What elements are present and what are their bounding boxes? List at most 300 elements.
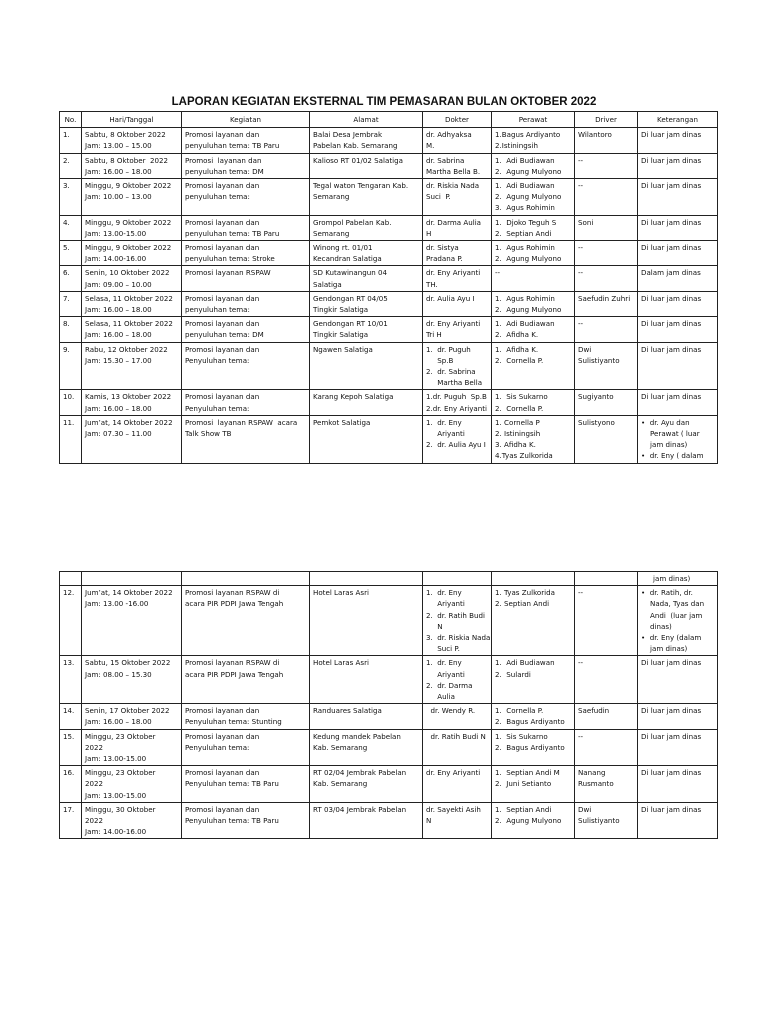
cell-address: [310, 128, 423, 153]
text-line: 1. Adi Budiawan: [495, 155, 555, 165]
text-line: Sabtu, 15 Oktober 2022: [85, 658, 171, 668]
cell-activity: [182, 415, 310, 463]
text-line: penyuluhan tema: Stroke: [185, 254, 275, 264]
text-line: Promosi layanan dan: [185, 392, 260, 402]
text-line: Promosi layanan dan: [185, 130, 260, 140]
cell-address: [310, 342, 423, 390]
text-line: Jam: 13.00-15.00: [85, 228, 147, 238]
cell-date: [82, 342, 182, 390]
text-line: Dwi: [578, 804, 592, 814]
cell-driver: [575, 656, 638, 704]
table-row: [60, 802, 718, 839]
text-line: acara PIR PDPI Jawa Tengah: [185, 599, 284, 609]
text-line: Senin, 10 Oktober 2022: [85, 268, 170, 278]
text-line: 2022: [85, 779, 104, 789]
table-row: [60, 317, 718, 342]
text-line: 2. Juni Setianto: [495, 779, 552, 789]
text-line: Minggu, 9 Oktober 2022: [85, 243, 172, 253]
cell-notes: [638, 802, 718, 839]
text-line: Di luar jam dinas: [641, 319, 702, 329]
text-line: dr. Sabrina: [426, 155, 465, 165]
text-line: 3. dr. Riskia Nada: [426, 633, 491, 643]
text-line: dinas): [641, 621, 672, 631]
text-line: 2. dr. Darma: [426, 680, 473, 690]
text-line: Promosi layanan RSPAW di: [185, 588, 280, 598]
cell-driver: [575, 802, 638, 839]
text-line: Jam: 10.00 – 13.00: [85, 192, 152, 202]
text-line: 1. Agus Rohimin: [495, 243, 555, 253]
header-driver: Driver: [575, 112, 638, 128]
text-line: dr. Sayekti Asih: [426, 804, 481, 814]
text-line: Winong rt. 01/01: [313, 243, 373, 253]
text-line: Dwi: [578, 344, 592, 354]
cell-no: 9.: [60, 342, 82, 390]
text-line: Salatiga: [313, 279, 342, 289]
text-line: Andi (luar jam: [641, 610, 703, 620]
cell-notes: [638, 179, 718, 216]
cell-doctor: [423, 729, 492, 766]
text-line: 1. Adi Budiawan: [495, 181, 555, 191]
text-line: • dr. Eny (dalam: [641, 633, 702, 643]
text-line: Nada, Tyas dan: [641, 599, 705, 609]
cell-address: [310, 656, 423, 704]
cell-activity: [182, 179, 310, 216]
text-line: Minggu, 9 Oktober 2022: [85, 217, 172, 227]
text-line: Jum’at, 14 Oktober 2022: [85, 417, 173, 427]
cell-activity: [182, 704, 310, 729]
text-line: 2. Istiningsih: [495, 429, 541, 439]
text-line: Tingkir Salatiga: [313, 305, 369, 315]
text-line: 1. Djoko Teguh S: [495, 217, 557, 227]
text-line: Promosi layanan RSPAW: [185, 268, 271, 278]
text-line: Sulistiyanto: [578, 816, 620, 826]
text-line: Nanang: [578, 768, 606, 778]
cell-driver: [575, 291, 638, 316]
cell-date: [82, 179, 182, 216]
cell-address: [310, 390, 423, 415]
cell-doctor: [423, 215, 492, 240]
cell-doctor: [423, 128, 492, 153]
cell-activity: [182, 266, 310, 291]
text-line: • dr. Eny ( dalam: [641, 451, 704, 461]
cell-no: 5.: [60, 241, 82, 266]
header-notes: Keterangan: [638, 112, 718, 128]
text-line: 1. Cornella P.: [495, 706, 544, 716]
text-line: Penyuluhan tema:: [185, 742, 250, 752]
text-line: M.: [426, 141, 435, 151]
cell-address: [310, 729, 423, 766]
cell-nurse: [492, 291, 575, 316]
header-activity: Kegiatan: [182, 112, 310, 128]
cell-no: 12.: [60, 586, 82, 656]
text-line: 1. Septian Andi: [495, 804, 552, 814]
text-line: Promosi layanan dan: [185, 706, 260, 716]
text-line: 1. Cornella P: [495, 417, 540, 427]
cell-date: [82, 241, 182, 266]
text-line: dr. Sistya: [426, 243, 459, 253]
text-line: acara PIR PDPI Jawa Tengah: [185, 669, 284, 679]
cell-no: 13.: [60, 656, 82, 704]
cell-date: [82, 390, 182, 415]
cell-no: 8.: [60, 317, 82, 342]
header-date: Hari/Tanggal: [82, 112, 182, 128]
text-line: Jam: 13.00 -16.00: [85, 599, 149, 609]
cell-driver: [575, 266, 638, 291]
text-line: Grompol Pabelan Kab.: [313, 217, 392, 227]
text-line: Martha Bella: [426, 378, 483, 388]
text-line: • dr. Ratih, dr.: [641, 588, 693, 598]
text-line: Sugiyanto: [578, 392, 614, 402]
cell-address: [310, 153, 423, 178]
text-line: penyuluhan tema: DM: [185, 330, 264, 340]
table-row: [60, 704, 718, 729]
continuation-row: [60, 572, 718, 586]
cell-date: [82, 415, 182, 463]
text-line: Kab. Semarang: [313, 742, 368, 752]
text-line: 1.Bagus Ardiyanto: [495, 130, 561, 140]
text-line: Soni: [578, 217, 594, 227]
cell-doctor: [423, 342, 492, 390]
text-line: Di luar jam dinas: [641, 804, 702, 814]
cell-notes: [638, 342, 718, 390]
table-row: [60, 586, 718, 656]
text-line: Saefudin: [578, 706, 610, 716]
text-line: 1.dr. Puguh Sp.B: [426, 392, 487, 402]
text-line: 1. dr. Eny: [426, 658, 462, 668]
cell-doctor: [423, 241, 492, 266]
cell-nurse: [492, 766, 575, 803]
text-line: Jam: 16.00 – 18.00: [85, 330, 152, 340]
text-line: Sabtu, 8 Oktober 2022: [85, 130, 166, 140]
cell-activity: [182, 656, 310, 704]
text-line: Martha Bella B.: [426, 166, 481, 176]
cell-driver: [575, 128, 638, 153]
cell-address: [310, 704, 423, 729]
text-line: Promosi layanan dan: [185, 293, 260, 303]
text-line: Penyuluhan tema:: [185, 403, 250, 413]
text-line: Promosi layanan dan: [185, 768, 260, 778]
text-line: dr. Aulia Ayu I: [426, 293, 475, 303]
text-line: 1. dr. Puguh: [426, 344, 471, 354]
cell-activity: [182, 586, 310, 656]
activity-table-page-1: [59, 111, 718, 464]
text-line: N: [426, 621, 443, 631]
text-line: Tegal waton Tengaran Kab.: [313, 181, 409, 191]
cell-notes: [638, 415, 718, 463]
table-row: [60, 215, 718, 240]
text-line: Semarang: [313, 228, 350, 238]
text-line: 2. Septian Andi: [495, 599, 550, 609]
text-line: Minggu, 30 Oktober: [85, 804, 156, 814]
cell-driver: [575, 153, 638, 178]
text-line: 1. Tyas Zulkorida: [495, 588, 556, 598]
cell-notes: [638, 656, 718, 704]
text-line: Jum’at, 14 Oktober 2022: [85, 588, 173, 598]
cell-doctor: [423, 153, 492, 178]
text-line: 2.Istiningsih: [495, 141, 538, 151]
cell-address: [310, 179, 423, 216]
table-row: [60, 266, 718, 291]
cell-doctor: [423, 291, 492, 316]
text-line: Di luar jam dinas: [641, 243, 702, 253]
cell-doctor: [423, 656, 492, 704]
text-line: 2. Agung Mulyono: [495, 816, 562, 826]
text-line: --: [578, 268, 584, 278]
table-row: [60, 390, 718, 415]
text-line: Pradana P.: [426, 254, 463, 264]
text-line: Suci P.: [426, 192, 451, 202]
text-line: Promosi layanan dan: [185, 217, 260, 227]
activity-table-page-2: [59, 571, 718, 839]
table-row: [60, 342, 718, 390]
cell-activity: [182, 317, 310, 342]
cell-driver: [575, 317, 638, 342]
cell-notes: [638, 586, 718, 656]
text-line: Di luar jam dinas: [641, 293, 702, 303]
text-line: Jam: 13.00-15.00: [85, 790, 147, 800]
text-line: jam dinas): [641, 644, 688, 654]
text-line: Promosi layanan dan: [185, 804, 260, 814]
cell-nurse: [492, 586, 575, 656]
table-row: [60, 291, 718, 316]
text-line: --: [495, 268, 501, 278]
cell-activity: [182, 215, 310, 240]
cell-doctor: [423, 415, 492, 463]
text-line: 1. Adi Budiawan: [495, 319, 555, 329]
text-line: Jam: 16.00 – 18.00: [85, 305, 152, 315]
text-line: 2.dr. Eny Ariyanti: [426, 403, 488, 413]
text-line: Sp.B: [426, 355, 454, 365]
text-line: 2. Agung Mulyono: [495, 192, 562, 202]
text-line: penyuluhan tema:: [185, 305, 250, 315]
cell-date: [82, 317, 182, 342]
text-line: Jam: 08.00 – 15.30: [85, 669, 152, 679]
cell-date: [82, 215, 182, 240]
text-line: Promosi layanan dan: [185, 344, 260, 354]
table-row: [60, 153, 718, 178]
cell-no: 10.: [60, 390, 82, 415]
cell-notes: [638, 241, 718, 266]
header-doctor: Dokter: [423, 112, 492, 128]
text-line: 2. Septian Andi: [495, 228, 552, 238]
text-line: Di luar jam dinas: [641, 181, 702, 191]
text-line: 1. Afidha K.: [495, 344, 539, 354]
cell-doctor: [423, 766, 492, 803]
text-line: dr. Darma Aulia: [426, 217, 482, 227]
text-line: Penyuluhan tema: TB Paru: [185, 779, 279, 789]
cell-doctor: [423, 390, 492, 415]
cell-notes: [638, 291, 718, 316]
text-line: Di luar jam dinas: [641, 130, 702, 140]
cell-no: 6.: [60, 266, 82, 291]
cell-driver: [575, 766, 638, 803]
cell-notes: [638, 128, 718, 153]
text-line: H: [426, 228, 432, 238]
cell-nurse: [492, 415, 575, 463]
cell-driver: [575, 215, 638, 240]
header-address: Alamat: [310, 112, 423, 128]
cell-address: [310, 586, 423, 656]
cell-nurse: [492, 317, 575, 342]
text-line: Kecandran Salatiga: [313, 254, 382, 264]
text-line: Minggu, 23 Oktober: [85, 768, 156, 778]
text-line: Hotel Laras Asri: [313, 588, 369, 598]
text-line: N: [426, 816, 432, 826]
text-line: 1. Sis Sukarno: [495, 731, 548, 741]
cell-address: [310, 415, 423, 463]
table-row: [60, 128, 718, 153]
cell-doctor: [423, 317, 492, 342]
cell-date: [82, 766, 182, 803]
text-line: 2. Cornella P.: [495, 355, 544, 365]
text-line: Sabtu, 8 Oktober 2022: [85, 155, 169, 165]
cell-address: [310, 802, 423, 839]
text-line: Di luar jam dinas: [641, 768, 702, 778]
cell-notes: [638, 729, 718, 766]
text-line: Saefudin Zuhri: [578, 293, 631, 303]
text-line: 1. Agus Rohimin: [495, 293, 555, 303]
cell-doctor: [423, 704, 492, 729]
text-line: --: [578, 658, 584, 668]
text-line: dr. Adhyaksa: [426, 130, 472, 140]
cell-notes-continuation: [638, 572, 718, 586]
cell-no: 14.: [60, 704, 82, 729]
text-line: Sulistiyanto: [578, 355, 620, 365]
cell-address: [310, 317, 423, 342]
text-line: Kalioso RT 01/02 Salatiga: [313, 155, 403, 165]
text-line: Sulistyono: [578, 417, 615, 427]
cell-no: 15.: [60, 729, 82, 766]
text-line: Perawat ( luar: [641, 429, 700, 439]
table-row: [60, 766, 718, 803]
text-line: penyuluhan tema:: [185, 192, 250, 202]
text-line: penyuluhan tema: DM: [185, 166, 264, 176]
cell-no: 7.: [60, 291, 82, 316]
cell-notes: [638, 215, 718, 240]
text-line: Promosi layanan dan: [185, 731, 260, 741]
text-line: 2022: [85, 816, 104, 826]
text-line: 2. Bagus Ardiyanto: [495, 742, 565, 752]
cell-date: [82, 802, 182, 839]
text-line: 2. dr. Sabrina: [426, 367, 476, 377]
table-row: [60, 179, 718, 216]
cell-nurse: [492, 656, 575, 704]
text-line: Promosi layanan dan: [185, 181, 260, 191]
text-line: 2. Afidha K.: [495, 330, 539, 340]
text-line: Promosi layanan dan: [185, 243, 260, 253]
text-line: Promosi layanan dan: [185, 155, 262, 165]
text-line: Hotel Laras Asri: [313, 658, 369, 668]
cell-notes: [638, 704, 718, 729]
text-line: Senin, 17 Oktober 2022: [85, 706, 170, 716]
table-row: [60, 656, 718, 704]
text-line: Kedung mandek Pabelan: [313, 731, 401, 741]
text-line: Rusmanto: [578, 779, 614, 789]
text-line: jam dinas): [653, 574, 691, 583]
cell-driver: [575, 241, 638, 266]
cell-doctor: [423, 586, 492, 656]
text-line: Penyuluhan tema: Stunting: [185, 717, 282, 727]
cell-activity: [182, 291, 310, 316]
text-line: Di luar jam dinas: [641, 731, 702, 741]
text-line: 1. Septian Andi M: [495, 768, 560, 778]
cell-date: [82, 704, 182, 729]
text-line: 3. Agus Rohimin: [495, 203, 555, 213]
text-line: Talk Show TB: [185, 429, 232, 439]
cell-activity: [182, 766, 310, 803]
cell-no: 11.: [60, 415, 82, 463]
text-line: Jam: 14.00-16.00: [85, 254, 147, 264]
text-line: Jam: 16.00 – 18.00: [85, 166, 152, 176]
text-line: dr. Wendy R.: [426, 706, 476, 716]
cell-no: 2.: [60, 153, 82, 178]
cell-activity: [182, 241, 310, 266]
text-line: SD Kutawinangun 04: [313, 268, 388, 278]
text-line: Promosi layanan dan: [185, 319, 260, 329]
text-line: Aulia: [426, 692, 455, 702]
cell-address: [310, 215, 423, 240]
text-line: Semarang: [313, 192, 350, 202]
cell-notes: [638, 153, 718, 178]
text-line: 3. Afidha K.: [495, 440, 536, 450]
cell-driver: [575, 729, 638, 766]
cell-address: [310, 266, 423, 291]
cell-nurse: [492, 390, 575, 415]
text-line: 1. Adi Budiawan: [495, 658, 555, 668]
text-line: Suci P.: [426, 644, 460, 654]
text-line: Jam: 13.00 – 15.00: [85, 141, 152, 151]
text-line: 2. Agung Mulyono: [495, 254, 562, 264]
header-no: No.: [60, 112, 82, 128]
cell-doctor: [423, 266, 492, 291]
table-row: [60, 241, 718, 266]
text-line: Wilantoro: [578, 130, 612, 140]
cell-activity: [182, 128, 310, 153]
text-line: Promosi layanan RSPAW di: [185, 658, 280, 668]
cell-address: [310, 241, 423, 266]
text-line: Jam: 16.00 – 18.00: [85, 403, 152, 413]
cell-no: 4.: [60, 215, 82, 240]
text-line: 1. Sis Sukarno: [495, 392, 548, 402]
text-line: TH.: [426, 279, 438, 289]
text-line: Randuares Salatiga: [313, 706, 382, 716]
text-line: Jam: 14.00-16.00: [85, 827, 147, 837]
text-line: Selasa, 11 Oktober 2022: [85, 293, 173, 303]
text-line: Jam: 15.30 – 17.00: [85, 355, 152, 365]
text-line: Gendongan RT 10/01: [313, 319, 388, 329]
text-line: penyuluhan tema: TB Paru: [185, 141, 280, 151]
cell-doctor: [423, 802, 492, 839]
text-line: 2. Cornella P.: [495, 403, 544, 413]
cell-activity: [182, 342, 310, 390]
cell-nurse: [492, 128, 575, 153]
cell-notes: [638, 390, 718, 415]
text-line: --: [578, 181, 584, 191]
cell-driver: [575, 586, 638, 656]
text-line: Dalam jam dinas: [641, 268, 701, 278]
cell-activity: [182, 153, 310, 178]
cell-activity: [182, 390, 310, 415]
text-line: --: [578, 243, 584, 253]
text-line: RT 02/04 Jembrak Pabelan: [313, 768, 407, 778]
cell-nurse: [492, 342, 575, 390]
text-line: dr. Eny Ariyanti: [426, 319, 481, 329]
text-line: Pabelan Kab. Semarang: [313, 141, 398, 151]
cell-no: 17.: [60, 802, 82, 839]
cell-driver: [575, 179, 638, 216]
cell-address: [310, 766, 423, 803]
text-line: 1. dr. Eny: [426, 588, 462, 598]
